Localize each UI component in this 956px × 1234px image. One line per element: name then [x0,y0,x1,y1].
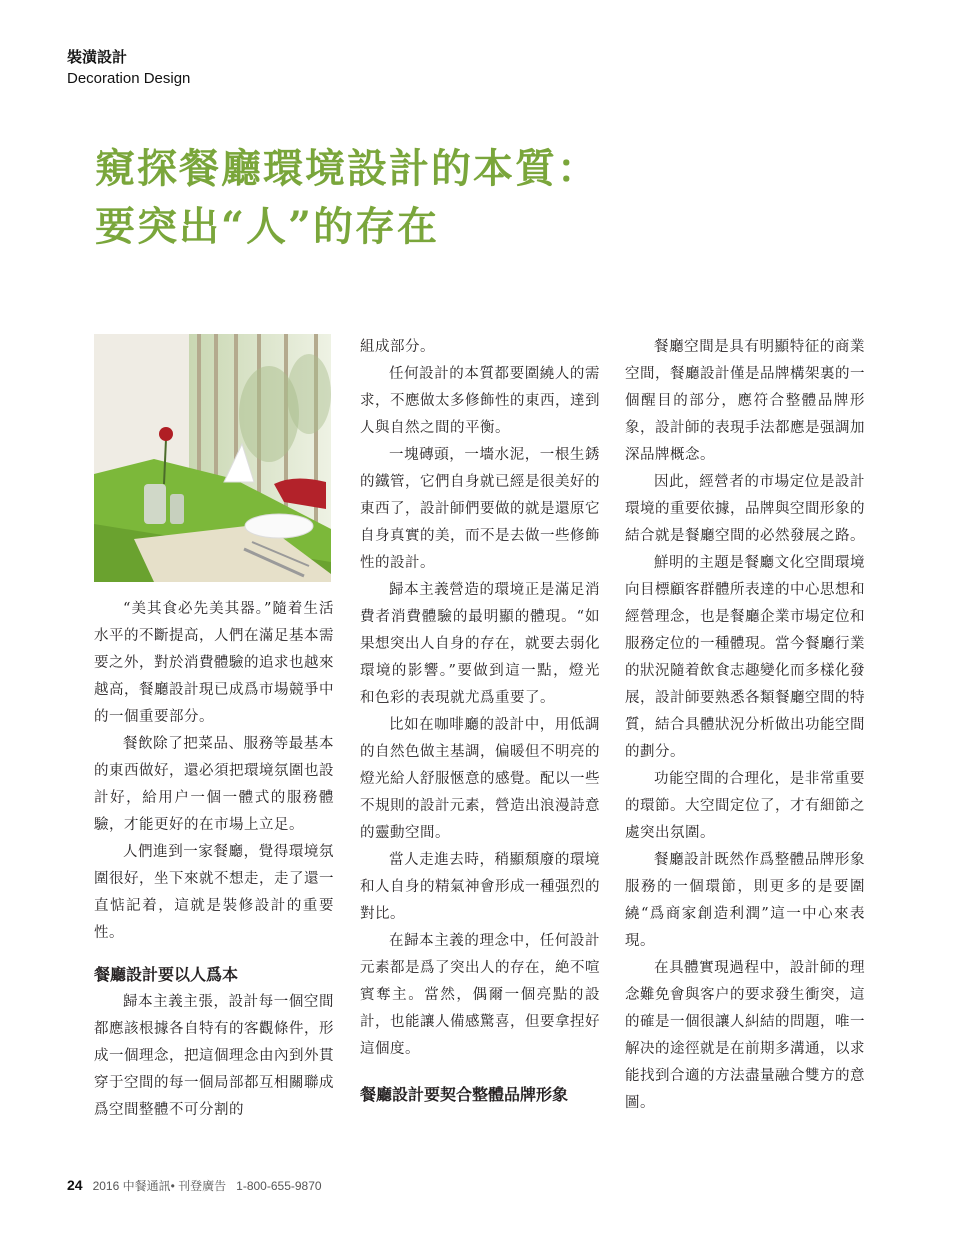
paragraph: 人們進到一家餐廳，覺得環境氛圍很好，坐下來就不想走，走了還一直惦記着，這就是裝修設計的重要性。 [94,844,334,941]
footer-phone: 1-800-655-9870 [236,1179,322,1193]
article-column-3 [625,334,865,1117]
paragraph: 任何設計的本質都要圍繞人的需求，不應做太多修飾性的東西，達到人與自然之間的平衡。 [360,366,600,436]
paragraph: 餐廳空間是具有明顯特征的商業空間，餐廳設計僅是品牌構架裏的一個醒目的部分，應符合整體品牌形象，設計師的表現手法都應是强調加深品牌概念。 [625,339,865,463]
paragraph: 因此，經營者的市場定位是設計環境的重要依據，品牌與空間形象的結合就是餐廳空間的必然發展之路。 [625,474,865,544]
subheading: 餐廳設計要以人爲本 [94,965,239,984]
article-headline [95,140,855,256]
section-title-zh: 裝潢設計 [67,48,128,66]
headline-line-2: 要突出“人”的存在 [95,203,440,250]
paragraph: 當人走進去時，稍顯頹廢的環境和人自身的精氣神會形成一種强烈的對比。 [360,852,600,922]
paragraph: 餐飲除了把菜品、服務等最基本的東西做好，還必須把環境氛圍也設計好，給用户一個一體式的服務體驗，才能更好的在市場上立足。 [94,736,334,833]
restaurant-photo [94,334,331,582]
headline-line-1: 窺探餐廳環境設計的本質： [95,145,599,192]
paragraph: 歸本主義主張，設計每一個空間都應該根據各自特有的客觀條件，形成一個理念，把這個理念由內到外貫穿于空間的每一個局部都互相關聯成爲空間整體不可分割的 [94,994,334,1118]
paragraph: 功能空間的合理化，是非常重要的環節。大空間定位了，才有細節之處突出氛圍。 [625,771,865,841]
page-footer [67,1177,322,1194]
restaurant-illustration [94,334,331,582]
paragraph: 歸本主義營造的環境正是滿足消費者消費體驗的最明顯的體現。“如果想突出人自身的存在，就要去弱化環境的影響。”要做到這一點，燈光和色彩的表現就尤爲重要了。 [360,582,600,706]
paragraph: 比如在咖啡廳的設計中，用低調的自然色做主基調，偏暖但不明亮的燈光給人舒服愜意的感覺。配以一些不規則的設計元素，營造出浪漫詩意的靈動空間。 [360,717,600,841]
paragraph: 在歸本主義的理念中，任何設計元素都是爲了突出人的存在，絶不喧賓奪主。當然，偶爾一個亮點的設計，也能讓人備感驚喜，但要拿捏好這個度。 [360,933,600,1057]
article-column-1 [94,334,334,1124]
paragraph: 在具體實現過程中，設計師的理念難免會與客户的要求發生衝突，這的確是一個很讓人糾結的問題，唯一解决的途徑就是在前期多溝通，以求能找到合適的方法盡量融合雙方的意圖。 [625,960,865,1111]
section-title-en: Decoration Design [67,70,191,87]
subheading: 餐廳設計要契合整體品牌形象 [360,1085,569,1104]
section-header [67,46,190,90]
footer-publication: 2016 中餐通訊• 刊登廣告 [92,1179,227,1193]
paragraph: 鮮明的主題是餐廳文化空間環境向目標顧客群體所表達的中心思想和經營理念，也是餐廳企業市場定位和服務定位的一種體現。當今餐廳行業的狀況隨着飲食志趣變化而多樣化發展，設計師要熟悉各類餐廳空間的特質，結合具體狀況分析做出功能空間的劃分。 [625,555,865,760]
paragraph: 餐廳設計既然作爲整體品牌形象服務的一個環節，則更多的是要圍繞“爲商家創造利潤”這一中心來表現。 [625,852,865,949]
paragraph: “美其食必先美其器。”隨着生活水平的不斷提高，人們在滿足基本需要之外，對於消費體驗的追求也越來越高，餐廳設計現已成爲市場競爭中的一個重要部分。 [94,601,334,725]
article-column-2 [360,334,600,1107]
paragraph: 一塊磚頭，一墻水泥，一根生銹的鐵管，它們自身就已經是很美好的東西了，設計師們要做的就是還原它自身真實的美，而不是去做一些修飾性的設計。 [360,447,600,571]
page-number: 24 [67,1177,83,1193]
paragraph: 組成部分。 [360,339,435,355]
